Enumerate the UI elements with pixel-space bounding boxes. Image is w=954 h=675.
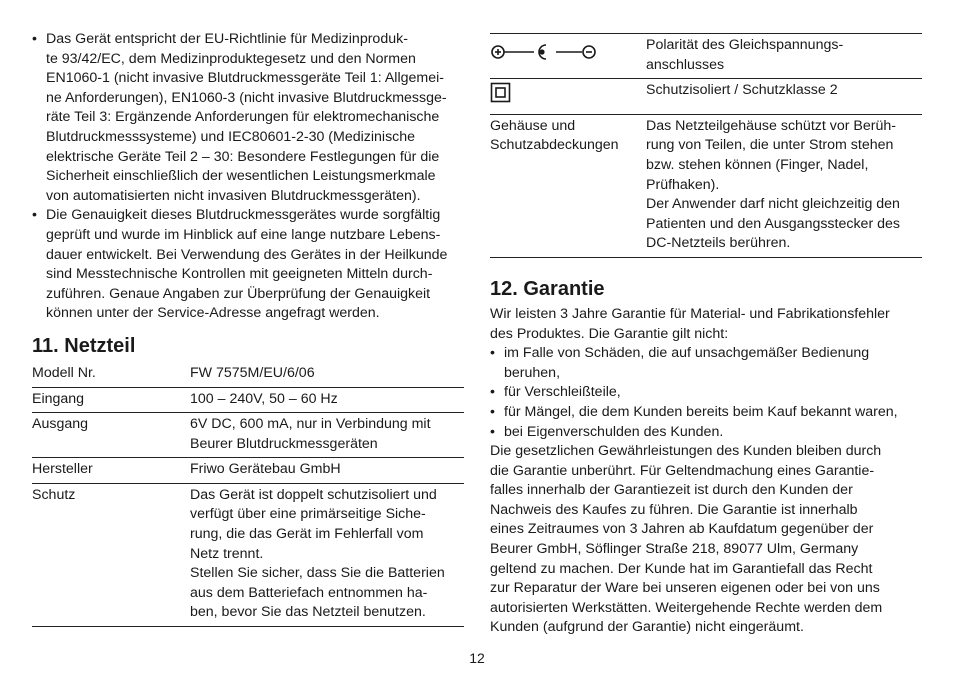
list-item	[490, 423, 922, 443]
table-row	[32, 483, 464, 626]
text-line: Das Gerät ist doppelt schutzisoliert und	[190, 486, 437, 503]
text-line: zur Reparatur der Ware bei unseren eigenen oder bei von uns	[490, 580, 880, 597]
table-value	[190, 458, 464, 484]
text-line: aus dem Batteriefach entnommen ha-	[190, 584, 428, 601]
text-line: bzw. stehen können (Finger, Nadel,	[646, 156, 869, 173]
table-row	[490, 114, 922, 257]
polarity-symbol-icon	[490, 54, 600, 70]
symbols-table	[490, 33, 922, 258]
text-line: Prüfhaken).	[646, 176, 720, 193]
text-line: autorisierten Werkstätten. Weitergehende Rechte werden dem	[490, 599, 883, 616]
text-line: Wir leisten 3 Jahre Garantie für Material- und Fabrikationsfehler	[490, 305, 890, 322]
text-line: Schutzabdeckungen	[490, 137, 619, 154]
garantie-intro	[490, 305, 922, 344]
text-line: Gehäuse und	[490, 117, 576, 134]
text-line: von automatisierten nicht invasiven Blutdruckmessgeräten).	[46, 187, 421, 204]
text-line: Die gesetzlichen Gewährleistungen des Kunden bleiben durch	[490, 443, 882, 460]
text-line: Nachweis des Kaufes zu führen. Die Garantie ist innerhalb	[490, 501, 858, 518]
list-item	[32, 30, 464, 206]
list-item	[32, 206, 464, 324]
text-line: • für Verschleißteile,	[504, 384, 621, 401]
table-row	[32, 387, 464, 413]
text-line: Der Anwender darf nicht gleichzeitig den	[646, 196, 900, 213]
table-key: Hersteller	[32, 458, 190, 484]
text-line: Polarität des Gleichspannungs-	[646, 37, 844, 53]
text-line: Kunden (aufgrund der Garantie) nicht eingeräumt.	[490, 619, 804, 636]
text-line: des Produktes. Die Garantie gilt nicht:	[490, 325, 729, 342]
table-key: Schutz	[32, 483, 190, 626]
text-line: • Die Genauigkeit dieses Blutdruckmessgerätes wurde sorgfältig	[46, 207, 441, 224]
text-line: rung, die das Gerät im Fehlerfall vom	[190, 526, 424, 543]
table-value	[646, 114, 922, 257]
table-row	[32, 458, 464, 484]
text-line: ne Anforderungen), EN1060-3 (nicht invasive Blutdruckmessge-	[46, 89, 447, 106]
text-line: Sicherheit einschließlich der wesentlichen Leistungsmerkmale	[46, 168, 436, 185]
table-value	[190, 387, 464, 413]
table-value	[190, 483, 464, 626]
text-line: • im Falle von Schäden, die auf unsachgemäßer Bedienung	[504, 345, 870, 362]
list-item	[490, 383, 922, 403]
table-value	[646, 34, 922, 79]
text-line: die Garantie unberührt. Für Geltendmachung eines Garantie-	[490, 462, 875, 479]
table-value	[646, 79, 922, 115]
text-line: anschlusses	[646, 56, 725, 73]
text-line: • bei Eigenverschulden des Kunden.	[504, 423, 724, 440]
left-column	[32, 30, 464, 627]
text-line: elektrische Geräte Teil 2 – 30: Besondere Festlegungen für die	[46, 148, 440, 165]
text-line: Friwo Gerätebau GmbH	[190, 461, 341, 478]
text-line: verfügt über eine primärseitige Siche-	[190, 506, 426, 523]
list-item	[490, 344, 922, 383]
text-line: DC-Netzteils berühren.	[646, 235, 791, 252]
text-line: falles innerhalb der Garantiezeit ist durch den Kunden der	[490, 482, 853, 499]
text-line: Beurer Blutdruckmessgeräten	[190, 435, 378, 452]
text-line: dauer entwickelt. Bei Verwendung des Gerätes in der Heilkunde	[46, 246, 448, 263]
table-key	[490, 34, 646, 79]
text-line: Schutzisoliert / Schutzklasse 2	[646, 82, 838, 99]
table-key: Ausgang	[32, 413, 190, 458]
table-key: Modell Nr.	[32, 362, 190, 387]
table-row	[490, 34, 922, 79]
text-line: rung von Teilen, die unter Strom stehen	[646, 137, 894, 154]
protection-class-2-icon	[490, 92, 512, 108]
table-row	[32, 413, 464, 458]
list-item	[490, 403, 922, 423]
text-line: Das Netzteilgehäuse schützt vor Berüh-	[646, 117, 896, 134]
text-line: Patienten und den Ausgangsstecker des	[646, 215, 900, 232]
text-line: 100 – 240V, 50 – 60 Hz	[190, 390, 338, 407]
text-line: Netz trennt.	[190, 545, 264, 562]
garantie-paragraph	[490, 442, 922, 638]
text-line: sind Messtechnische Kontrollen mit geeigneten Mitteln durch-	[46, 266, 433, 283]
text-line: Blutdruckmesssysteme) und IEC80601-2-30 (Medizinische	[46, 128, 416, 145]
text-line: Beurer GmbH, Söflinger Straße 218, 89077 Ulm, Germany	[490, 541, 859, 558]
table-value	[190, 362, 464, 387]
right-column	[490, 33, 922, 638]
page-number: 12	[469, 650, 485, 666]
section-title-garantie: 12. Garantie	[490, 277, 605, 300]
text-line: • für Mängel, die dem Kunden bereits beim Kauf bekannt waren,	[504, 403, 898, 420]
text-line: eines Zeitraumes von 3 Jahren ab Kaufdatum gegenüber der	[490, 521, 874, 538]
text-line: räte Teil 3: Ergänzende Anforderungen für elektromechanische	[46, 109, 440, 126]
text-line: 6V DC, 600 mA, nur in Verbindung mit	[190, 416, 431, 433]
text-line: geltend zu machen. Der Kunde hat im Garantiefall das Recht	[490, 560, 873, 577]
text-line: te 93/42/EC, dem Medizinproduktegesetz und den Normen	[46, 50, 416, 67]
table-row	[32, 362, 464, 387]
table-key	[490, 114, 646, 257]
table-row	[490, 79, 922, 115]
section-title-netzteil: 11. Netzteil	[32, 334, 136, 357]
text-line: zuführen. Genaue Angaben zur Überprüfung der Genauigkeit	[46, 285, 431, 302]
table-value	[190, 413, 464, 458]
text-line: geprüft und wurde im Hinblick auf eine lange nutzbare Lebens-	[46, 226, 441, 243]
text-line: können unter der Service-Adresse angefragt werden.	[46, 305, 380, 322]
text-line: ben, bevor Sie das Netzteil benutzen.	[190, 604, 426, 621]
text-line: • Das Gerät entspricht der EU-Richtlinie für Medizinproduk-	[46, 31, 408, 47]
text-line: Stellen Sie sicher, dass Sie die Batterien	[190, 565, 445, 582]
text-line: beruhen,	[504, 364, 561, 381]
text-line: EN1060-1 (nicht invasive Blutdruckmessgeräte Teil 1: Allgemei-	[46, 70, 444, 87]
text-line: FW 7575M/EU/6/06	[190, 364, 315, 381]
table-key	[490, 79, 646, 115]
netzteil-table	[32, 362, 464, 627]
table-key: Eingang	[32, 387, 190, 413]
